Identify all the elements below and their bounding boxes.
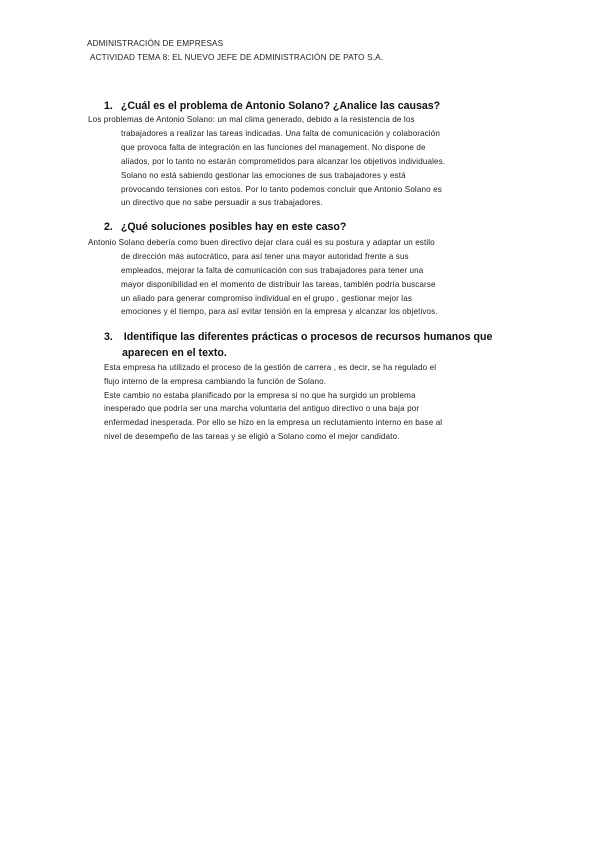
answer-3-line: flujo interno de la empresa cambiando la función de Solano. [104,377,327,386]
answer-1-line: un directivo que no sabe persuadir a sus trabajadores. [121,198,323,207]
question-3-title-line1: Identifique las diferentes prácticas o procesos de recursos humanos que [123,331,493,343]
answer-3-line: nivel de desempeño de las tareas y se eligió a Solano como el mejor candidato. [104,432,400,441]
question-1-heading [104,100,440,112]
answer-3-line: Esta empresa ha utilizado el proceso de la gestión de carrera , es decir, se ha regulado el [104,363,437,372]
answer-3-line: Este cambio no estaba planificado por la empresa si no que ha surgido un problema [104,391,416,400]
answer-2-line: de dirección más autocrático, para así tener una mayor autoridad frente a sus [121,252,409,261]
question-3-title-line2: aparecen en el texto. [122,347,227,359]
header-subject: ADMINISTRACIÓN DE EMPRESAS [87,39,224,48]
question-1-number: 1. [104,100,113,112]
question-2-number: 2. [104,221,113,233]
answer-2-line: mayor disponibilidad en el momento de distribuir las tareas, también podría buscarse [121,280,436,289]
answer-2-line: Antonio Solano debería como buen directivo dejar clara cuál es su postura y adaptar un estilo [88,238,435,247]
answer-1-line: aliados, por lo tanto no estarán comprometidos para alcanzar los objetivos individuales. [121,157,446,166]
question-3-number: 3. [104,331,113,343]
answer-3-line: inesperado que podría ser una marcha voluntaria del antiguo directivo o una baja por [104,404,420,413]
question-1-title: ¿Cuál es el problema de Antonio Solano? ¿Analice las causas? [120,100,441,112]
answer-1-line: provocando tensiones con estos. Por lo tanto podemos concluir que Antonio Solano es [121,185,442,194]
answer-2-line: empleados, mejorar la falta de comunicación con sus trabajadores para tener una [121,266,424,275]
question-2-title: ¿Qué soluciones posibles hay en este caso? [120,221,347,233]
answer-2-line: emociones y el tiempo, para así evitar tensión en la empresa y alcanzar los objetivos. [121,307,438,316]
answer-1-line: que provoca falta de integración en las funciones del management. No dispone de [121,143,426,152]
answer-1-line: Solano no está sabiendo gestionar las emociones de sus trabajadores y está [121,171,406,180]
question-3-heading [104,331,492,343]
header-activity: ACTIVIDAD TEMA 8: EL NUEVO JEFE DE ADMINISTRACIÓN DE PATO S.A. [90,53,384,62]
answer-2-line: un aliado para generar compromiso individual en el grupo , gestionar mejor las [121,294,413,303]
question-2-heading [104,221,346,233]
answer-3-line: enfermedad inesperada. Por ello se hizo en la empresa un reclutamiento interno en base al [104,418,443,427]
answer-1-line: Los problemas de Antonio Solano: un mal clima generado, debido a la resistencia de los [88,115,415,124]
answer-1-line: trabajadores a realizar las tareas indicadas. Una falta de comunicación y colaboración [121,129,440,138]
